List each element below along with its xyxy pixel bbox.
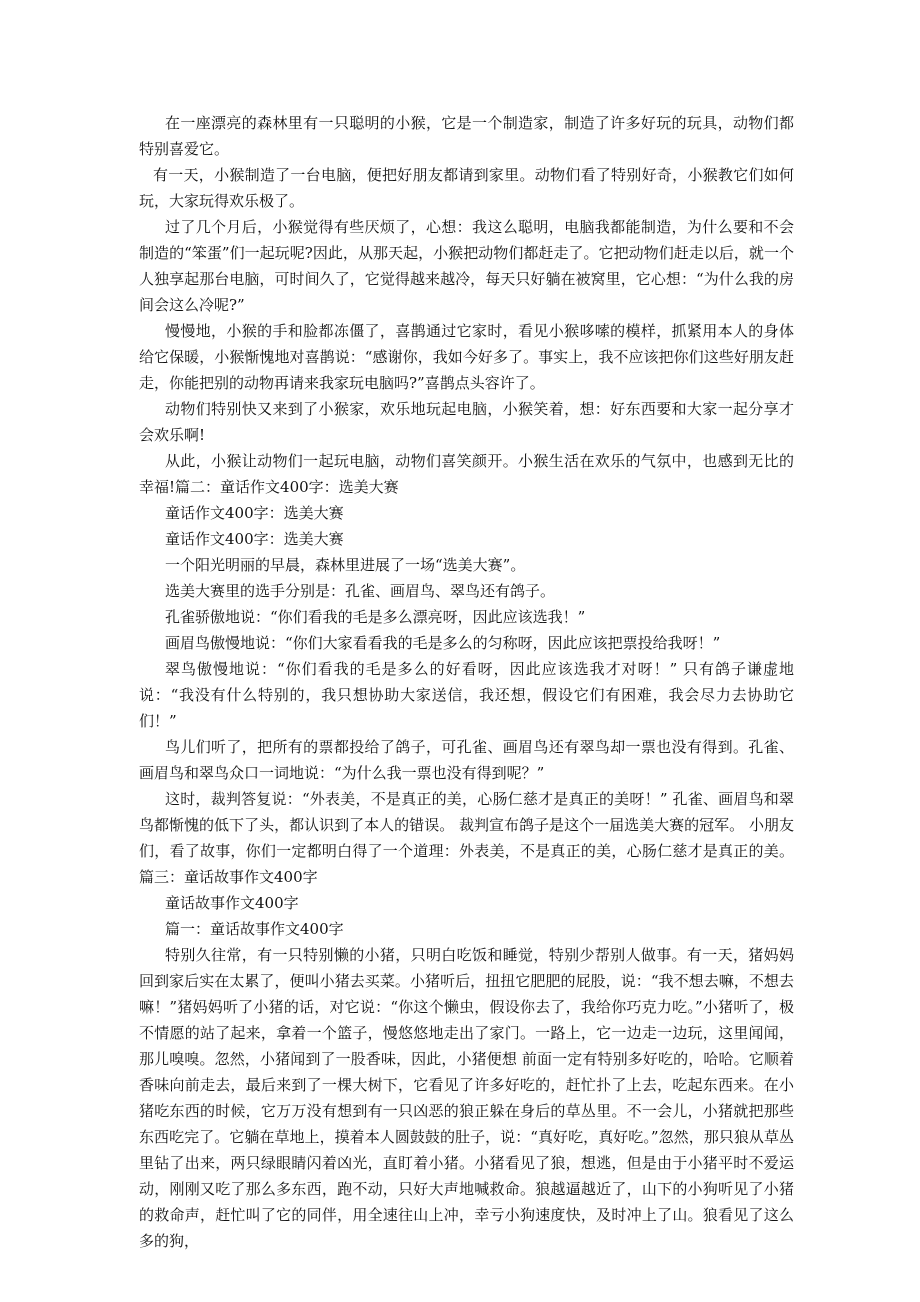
paragraph: 画眉鸟傲慢地说：“你们大家看看我的毛是多么的匀称呀，因此应该把票投给我呀！” [165, 634, 721, 652]
section-heading: 童话作文400字：选美大赛 [165, 504, 344, 522]
paragraph: 翠鸟傲慢地说：“你们看我的毛是多么的好看呀，因此应该选我才对呀！” 只有鸽子谦虚地说：“我没有什么特别的，我只想协助大家送信，我还想，假设它们有困难，我会尽力去协助它们！” [139, 660, 794, 730]
section-heading: 童话作文400字：选美大赛 [165, 530, 344, 548]
paragraph: 鸟儿们听了，把所有的票都投给了鸽子，可孔雀、画眉鸟还有翠鸟却一票也没有得到。孔雀、画眉鸟和翠鸟众口一词地说：“为什么我一票也没有得到呢？” [139, 738, 794, 782]
paragraph: 在一座漂亮的森林里有一只聪明的小猴，它是一个制造家，制造了许多好玩的玩具，动物们都特别喜爱它。 [139, 114, 794, 158]
paragraph: 特别久往常，有一只特别懒的小猪，只明白吃饭和睡觉，特别少帮别人做事。有一天，猪妈妈回到家后实在太累了，便叫小猪去买菜。小猪听后，扭扭它肥肥的屁股，说：“我不想去嘛，不想去嘛！”猪妈妈听了小猪的话，对它说：“你这个懒虫，假设你去了，我给你巧克力吃。”小猪听了，极不情愿的站了起来，拿着一个篮子，慢悠悠地走出了家门。一路上，它一边走一边玩，这里闻闻，那儿嗅嗅。忽然，小猪闻到了一股香味，因此，小猪便想 前面一定有特别多好吃的，哈哈。它顺着香味向前走去，最后来到了一棵大树下，它看见了许多好吃的，赶忙扑了上去，吃起东西来。在小猪吃东西的时候，它万万没有想到有一只凶恶的狼正躲在身后的草丛里。不一会儿，小猪就把那些东西吃完了。它躺在草地上，摸着本人圆鼓鼓的肚子，说：“真好吃，真好吃。”忽然，那只狼从草丛里钻了出来，两只绿眼睛闪着凶光，直盯着小猪。小猪看见了狼，想逃，但是由于小猪平时不爱运动，刚刚又吃了那么多东西，跑不动，只好大声地喊救命。狼越逼越近了，山下的小狗听见了小猪的救命声，赶忙叫了它的同伴，用全速往山上冲，幸亏小狗速度快，及时冲上了山。狼看见了这么多的狗， [139, 946, 794, 1250]
section-heading: 童话故事作文400字 [165, 894, 299, 912]
paragraph: 从此，小猴让动物们一起玩电脑，动物们喜笑颜开。小猴生活在欢乐的气氛中，也感到无比的幸福!篇二：童话作文400字：选美大赛 [139, 452, 794, 496]
paragraph: 动物们特别快又来到了小猴家，欢乐地玩起电脑，小猴笑着，想：好东西要和大家一起分享才会欢乐啊! [139, 400, 794, 444]
paragraph: 慢慢地，小猴的手和脸都冻僵了，喜鹊通过它家时，看见小猴哆嗦的模样，抓紧用本人的身体给它保暖，小猴惭愧地对喜鹊说：“感谢你，我如今好多了。事实上，我不应该把你们这些好朋友赶走，你能把别的动物再请来我家玩电脑吗?”喜鹊点头容许了。 [139, 322, 794, 392]
paragraph: 有一天，小猴制造了一台电脑，便把好朋友都请到家里。动物们看了特别好奇，小猴教它们如何玩，大家玩得欢乐极了。 [139, 166, 794, 210]
paragraph: 过了几个月后，小猴觉得有些厌烦了，心想：我这么聪明，电脑我都能制造，为什么要和不会制造的“笨蛋”们一起玩呢?因此，从那天起，小猴把动物们都赶走了。它把动物们赶走以后，就一个人独享起那台电脑，可时间久了，它觉得越来越冷，每天只好躺在被窝里，它心想：“为什么我的房间会这么冷呢?” [139, 218, 794, 314]
section-heading: 篇一：童话故事作文400字 [165, 920, 344, 938]
document-body [139, 110, 794, 1254]
paragraph: 选美大赛里的选手分别是：孔雀、画眉鸟、翠鸟还有鸽子。 [165, 582, 556, 600]
paragraph: 这时，裁判答复说：“外表美，不是真正的美，心肠仁慈才是真正的美呀！” 孔雀、画眉鸟和翠鸟都惭愧的低下了头，都认识到了本人的错误。 裁判宣布鸽子是这个一届选美大赛的冠军。 小朋友们，看了故事，你们一定都明白得了一个道理：外表美，不是真正的美，心肠仁慈才是真正的美。篇三：童话故事作文400字 [139, 790, 794, 886]
paragraph: 一个阳光明丽的早晨，森林里进展了一场“选美大赛”。 [165, 556, 526, 574]
paragraph: 孔雀骄傲地说：“你们看我的毛是多么漂亮呀，因此应该选我！” [165, 608, 586, 626]
